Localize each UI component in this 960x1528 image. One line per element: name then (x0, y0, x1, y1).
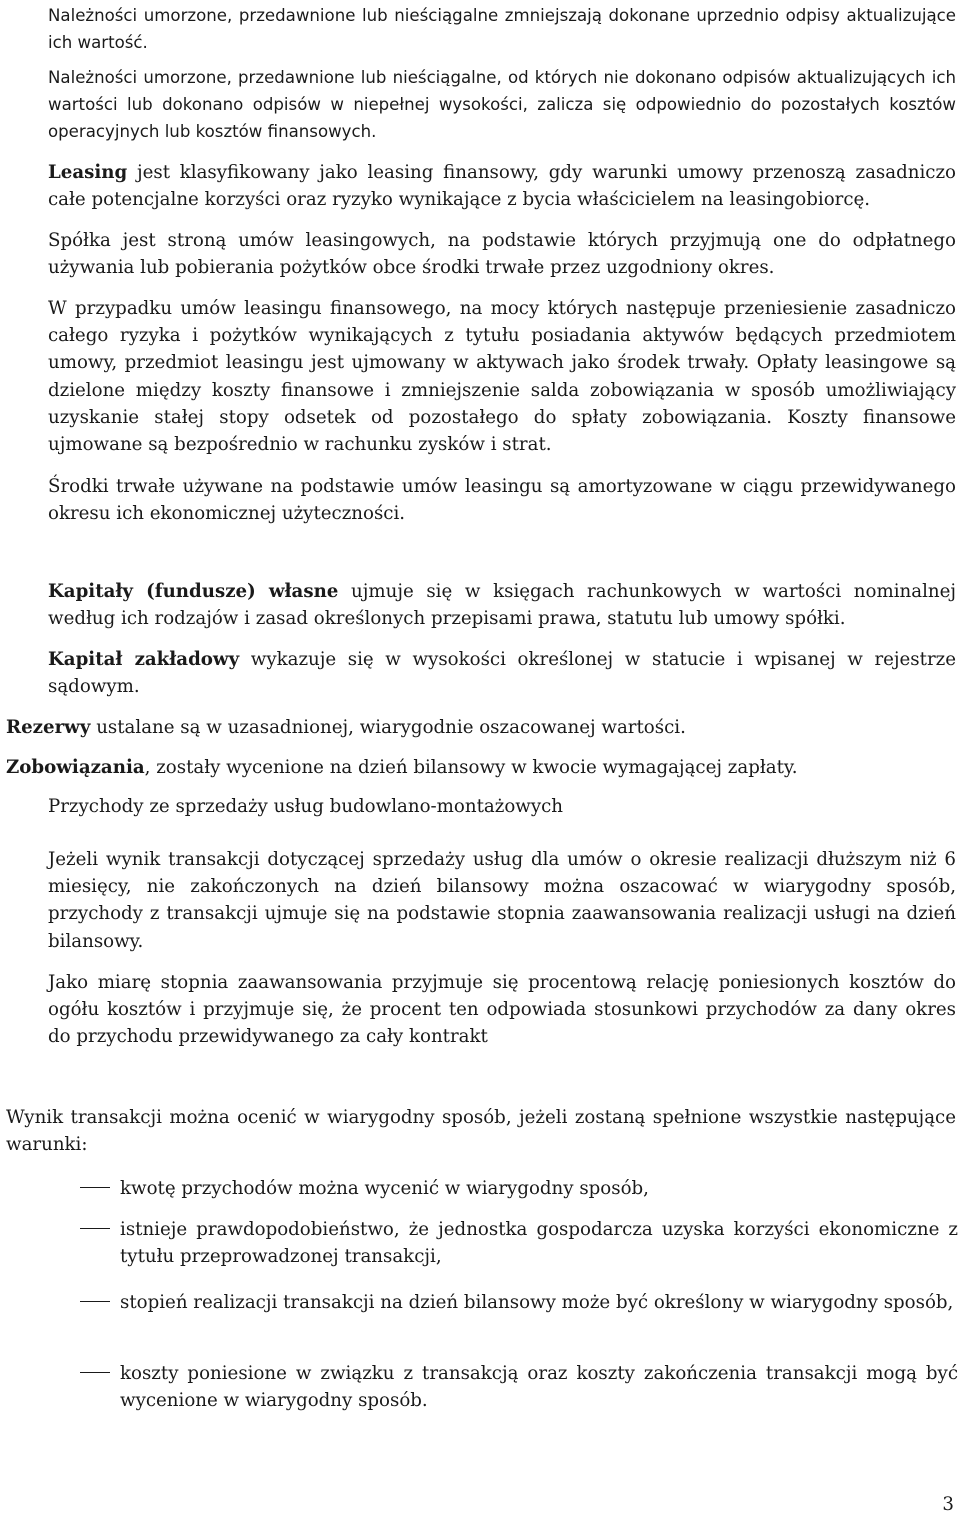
list-item: istnieje prawdopodobieństwo, że jednostka gospodarcza uzyska korzyści ekonomiczne z tytułu przeprowadzonej transakcji, (120, 1219, 958, 1268)
provisions-text: ustalane są w uzasadnionej, wiarygodnie oszacowanej wartości. (90, 717, 686, 738)
paragraph-receivables-not-written-off: Należności umorzone, przedawnione lub nieściągalne, od których nie dokonano odpisów aktualizujących ich wartości lub dokonano odpisów w niepełnej wysokości, zalicza się odpowiednio do pozostałych kosztów operacyjnych lub kosztów finansowych. (48, 68, 956, 142)
liabilities-text: , zostały wycenione na dzień bilansowy w kwocie wymagającej zapłaty. (144, 757, 798, 778)
paragraph-progress-measure: Jako miarę stopnia zaawansowania przyjmuje się procentową relację poniesionych kosztów do ogółu kosztów i przyjmuje się, że procent ten odpowiada stosunkowi przychodów za dany okres do przychodu przewidywanego za cały kontrakt (48, 972, 956, 1048)
paragraph-leasing (48, 159, 956, 213)
paragraph-financial-leasing: W przypadku umów leasingu finansowego, na mocy których następuje przeniesienie zasadniczo całego ryzyka i pożytków wynikających z tytułu posiadania aktywów będących przedmiotem umowy, przedmiot leasingu jest ujmowany w aktywach jako środek trwały. Opłaty leasingowe są dzielone między koszty finansowe i zmniejszenie salda zobowiązania w sposób umożliwiający uzyskanie stałej stopy odsetek od pozostałego do spłaty zobowiązania. Koszty finansowe ujmowane są bezpośrednio w rachunku zysków i strat. (48, 298, 956, 456)
list-item: stopień realizacji transakcji na dzień bilansowy może być określony w wiarygodny sposób, (120, 1292, 954, 1313)
paragraph-liabilities (6, 754, 956, 781)
paragraph-conditions-intro: Wynik transakcji można ocenić w wiarygodny sposób, jeżeli zostaną spełnione wszystkie następujące warunki: (6, 1107, 956, 1156)
term-equity: Kapitały (fundusze) własne (48, 581, 339, 602)
paragraph-equity (48, 578, 956, 632)
page-number: 3 (942, 1494, 954, 1515)
paragraph-depreciation: Środki trwałe używane na podstawie umów leasingu są amortyzowane w ciągu przewidywanego okresu ich ekonomicznej użyteczności. (48, 476, 956, 525)
paragraph-receivables-written-off: Należności umorzone, przedawnione lub nieściągalne zmniejszają dokonane uprzednio odpisy aktualizujące ich wartość. (48, 6, 956, 53)
list-item: kwotę przychodów można wycenić w wiarygodny sposób, (120, 1178, 649, 1199)
term-share-capital: Kapitał zakładowy (48, 649, 240, 670)
leasing-text: jest klasyfikowany jako leasing finansowy, gdy warunki umowy przenoszą zasadniczo całe potencjalne korzyści oraz ryzyko wynikające z bycia właścicielem na leasingobiorcę. (48, 162, 956, 211)
term-provisions: Rezerwy (6, 717, 91, 738)
paragraph-leasing-contracts: Spółka jest stroną umów leasingowych, na podstawie których przyjmują one do odpłatnego używania lub pobierania pożytków obce środki trwałe przez uzgodniony okres. (48, 230, 956, 279)
list-dash (80, 1228, 110, 1229)
equity-text: ujmuje się w księgach rachunkowych w wartości nominalnej według ich rodzajów i zasad określonych przepisami prawa, statutu lub umowy spółki. (48, 581, 957, 630)
paragraph-share-capital (48, 646, 956, 700)
list-dash (80, 1372, 110, 1373)
term-liabilities: Zobowiązania (6, 757, 145, 778)
section-heading-revenue: Przychody ze sprzedaży usług budowlano-montażowych (48, 796, 564, 817)
paragraph-provisions (6, 714, 956, 741)
term-leasing: Leasing (48, 162, 128, 183)
paragraph-transaction-result: Jeżeli wynik transakcji dotyczącej sprzedaży usług dla umów o okresie realizacji dłuższym niż 6 miesięcy, nie zakończonych na dzień bilansowy można oszacować w wiarygodny sposób, przychody z transakcji ujmuje się na podstawie stopnia zaawansowania realizacji usługi na dzień bilansowy. (48, 849, 956, 952)
list-item: koszty poniesione w związku z transakcją oraz koszty zakończenia transakcji mogą być wycenione w wiarygodny sposób. (120, 1363, 958, 1412)
share-capital-text: wykazuje się w wysokości określonej w statucie i wpisanej w rejestrze sądowym. (48, 649, 956, 698)
list-dash (80, 1301, 110, 1302)
list-dash (80, 1187, 110, 1188)
